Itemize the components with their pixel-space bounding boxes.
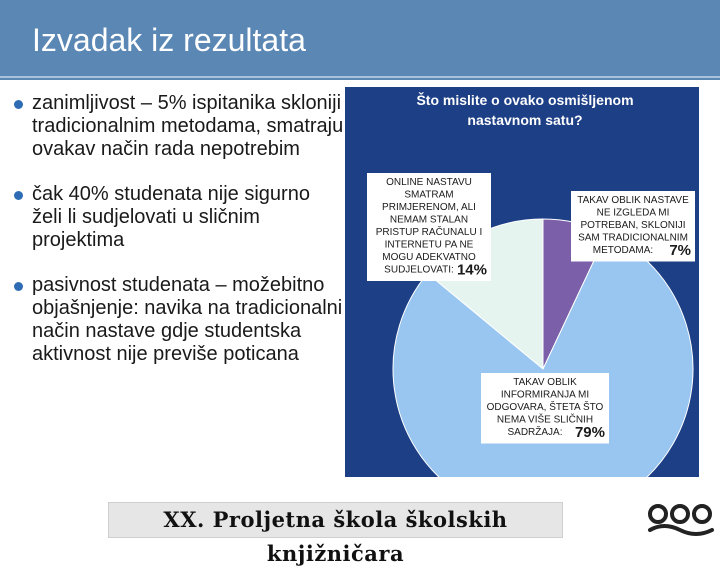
bullet-dot-icon <box>14 100 23 109</box>
bullet-item <box>14 92 344 161</box>
pie-label: TAKAV OBLIK NASTAVE NE IZGLEDA MI POTREBAN, SKLONIJI SAM TRADICIONALNIM METODAMA: <box>577 195 689 256</box>
chart-title: Što mislite o ovako osmišljenom nastavnom satu? <box>416 92 634 128</box>
title-bar <box>0 0 720 80</box>
conference-logo-icon <box>644 502 718 538</box>
bullet-dot-icon <box>14 282 23 291</box>
footer-banner <box>108 502 563 566</box>
slide-title: Izvadak iz rezultata <box>32 22 306 58</box>
bullet-list <box>14 92 344 388</box>
bullet-text: zanimljivost – 5% ispitanika skloniji tradicionalnim metodama, smatraju ovakav način rada nepotrebim <box>32 92 344 160</box>
pie-value-label: 79% <box>574 424 605 441</box>
footer <box>0 500 720 566</box>
pie-chart <box>345 87 699 477</box>
pie-chart-panel <box>345 87 699 477</box>
pie-label: ONLINE NASTAVU SMATRAM PRIMJERENOM, ALI NEMAM STALAN PRISTUP RAČUNALU I INTERNETU PA NE MOGU ADEKVATNO SUDJELOVATI: <box>375 177 483 276</box>
pie-label: TAKAV OBLIK INFORMIRANJA MI ODGOVARA, ŠTETA ŠTO NEMA VIŠE SLIČNIH SADRŽAJA: <box>486 377 604 438</box>
pie-value-label: 7% <box>669 242 691 259</box>
bullet-item <box>14 183 344 252</box>
bullet-text: čak 40% studenata nije sigurno želi li sudjelovati u sličnim projektima <box>32 183 310 251</box>
bullet-text: pasivnost studenata – možebitno objašnjenje: navika na tradicionalni način nastave gdje studentska aktivnost nije previše poticana <box>32 274 343 365</box>
bullet-item <box>14 274 344 366</box>
title-divider <box>0 76 720 78</box>
bullet-dot-icon <box>14 191 23 200</box>
footer-banner-text: XX. Proljetna škola školskih knjižničara <box>163 507 508 566</box>
pie-value-label: 14% <box>456 261 487 279</box>
